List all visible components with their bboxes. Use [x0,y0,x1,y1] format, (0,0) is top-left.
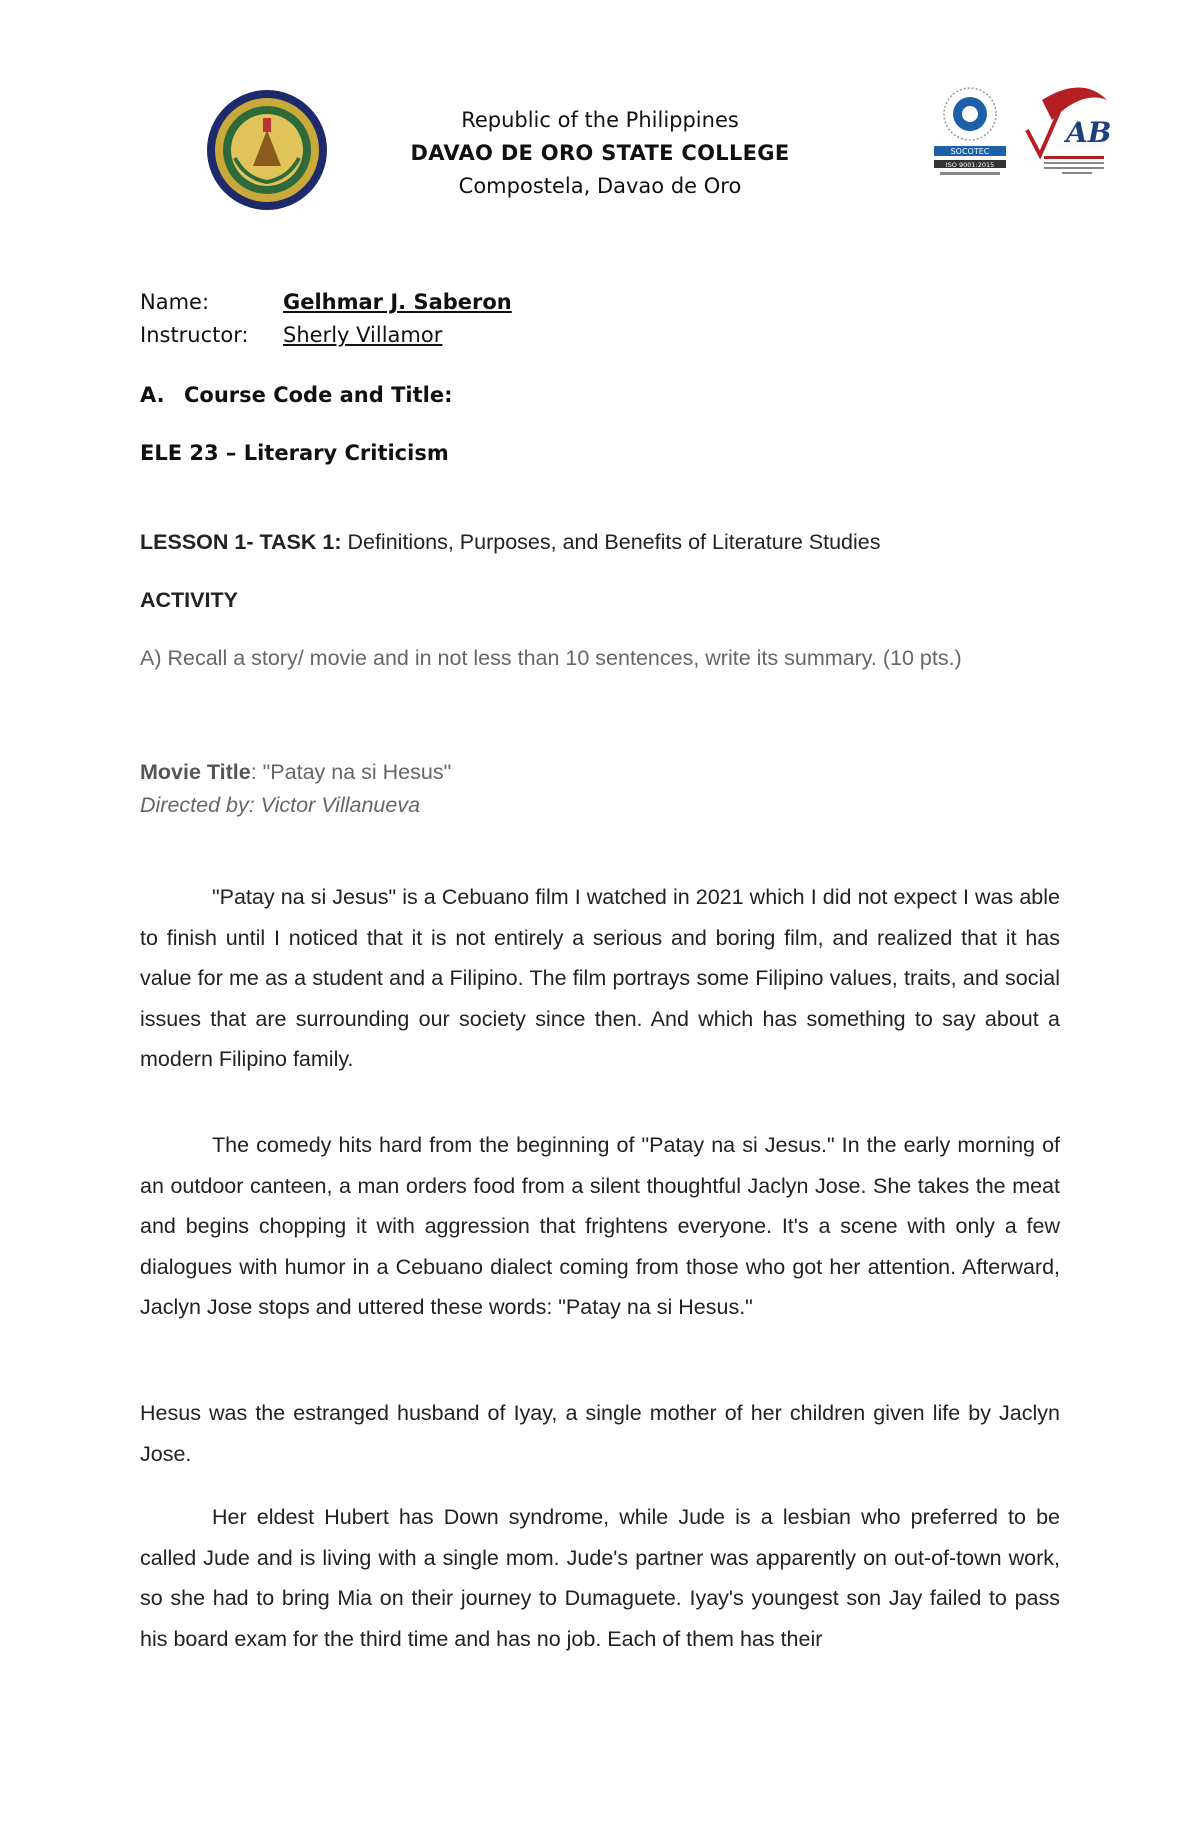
summary-paragraph: The comedy hits hard from the beginning of "Patay na si Jesus." In the early morning of an outdoor canteen, a man orders food from a silent thoughtful Jaclyn Jose. She takes the meat and begins chopping it with aggression that frightens everyone. It's a scene with only a few dialogues with humor in a Cebuano dialect coming from those who got her attention. Afterward, Jaclyn Jose stops and uttered these words: "Patay na si Hesus." [140,1133,1060,1319]
movie-title-label: Movie Title [140,760,251,784]
activity-heading: ACTIVITY [140,588,238,612]
lesson-label: LESSON 1- TASK 1: [140,530,342,554]
instructor-value: Sherly Villamor [283,323,443,347]
activity-instruction: A) Recall a story/ movie and in not less than 10 sentences, write its summary. (10 pts.) [140,646,962,670]
summary-paragraph: "Patay na si Jesus" is a Cebuano film I watched in 2021 which I did not expect I was able to finish until I noticed that it is not entirely a serious and boring film, and realized that it has value for me as a student and a Filipino. The film portrays some Filipino values, traits, and social issues that are surrounding our society since then. And which has something to say about a modern Filipino family. [140,885,1060,1071]
movie-director: Directed by: Victor Villanueva [140,793,421,817]
movie-title-value: : "Patay na si Hesus" [250,760,452,784]
pab-accreditation-logo [1022,80,1112,190]
summary-paragraph: Hesus was the estranged husband of Iyay, a single mother of her children given life by Jaclyn Jose. [140,1401,1060,1466]
svg-text:SOCOTEC: SOCOTEC [950,147,990,156]
svg-text:AB: AB [1066,116,1112,149]
movie-info [140,756,451,822]
socotec-certification-logo [930,80,1010,190]
summary-paragraph: Her eldest Hubert has Down syndrome, while Jude is a lesbian who preferred to be called Jude and is living with a single mom. Jude's partner was apparently on out-of-town work, so she had to bring Mia on their journey to Dumaguete. Iyay's youngest son Jay failed to pass his board exam for the third time and has no job. Each of them has their [140,1505,1060,1651]
name-label: Name: [140,290,210,314]
section-a-letter: A. [140,383,165,407]
college-location: Compostela, Davao de Oro [458,174,742,198]
instructor-label: Instructor: [140,323,249,347]
name-value: Gelhmar J. Saberon [283,290,512,314]
republic-line: Republic of the Philippines [461,108,739,132]
name-row [140,286,512,319]
svg-text:ISO 9001:2015: ISO 9001:2015 [945,161,995,169]
lesson-heading [140,530,881,555]
college-seal-logo [205,88,329,212]
institution-heading [400,104,800,203]
movie-title-line [140,756,451,789]
instructor-row [140,319,512,352]
course-title: ELE 23 – Literary Criticism [140,441,449,465]
student-info [140,286,512,352]
document-header [0,0,1200,230]
college-name: DAVAO DE ORO STATE COLLEGE [410,141,790,165]
lesson-title: Definitions, Purposes, and Benefits of Literature Studies [341,530,881,554]
section-a-heading [140,383,453,407]
section-a-title: Course Code and Title: [184,383,453,407]
